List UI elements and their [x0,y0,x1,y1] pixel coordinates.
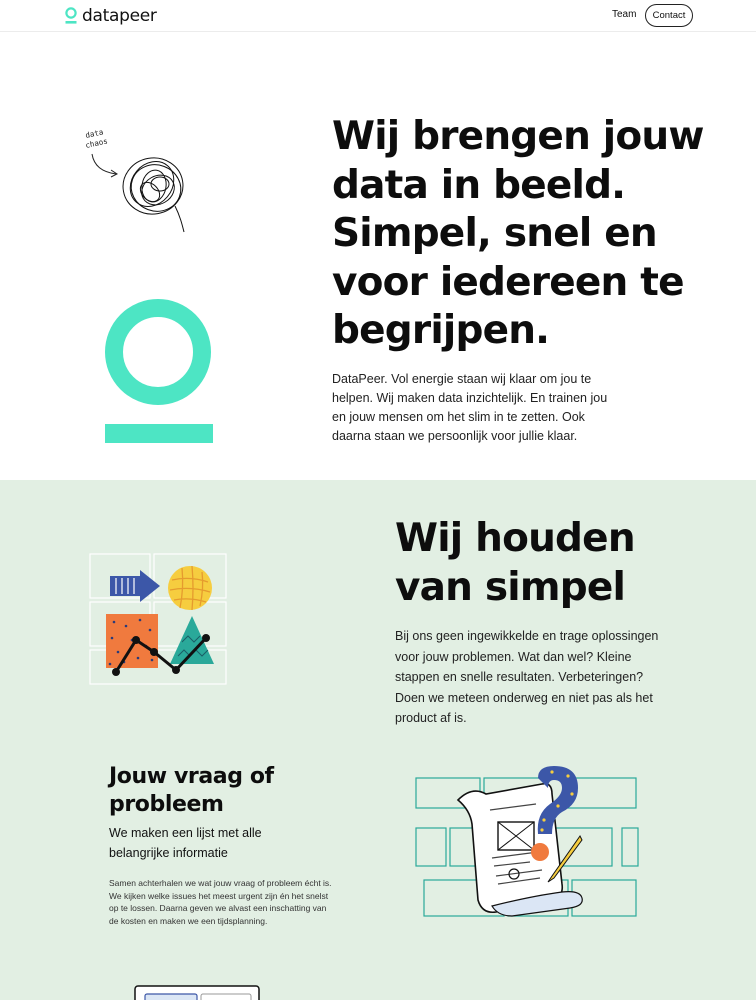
contact-button[interactable]: Contact [645,4,693,27]
simple-shapes-chart-illustration [88,552,230,688]
hero-intro-text: DataPeer. Vol energie staan wij klaar om jou te helpen. Wij maken data inzichtelijk. En trainen jou en jouw mensen om het slim in te zetten. Ook daarna staan we persoonlijk voor jullie klaar. [332,372,608,443]
doodle-label-data: data [84,127,105,140]
site-header [0,0,756,32]
question-step-title: Jouw vraag of probleem [109,764,274,817]
doodle-label-chaos: chaos [84,136,109,150]
question-document-illustration [412,764,642,924]
simple-section-title: Wij houden van simpel [395,516,635,610]
next-step-illustration-partial [133,982,263,1000]
datapeer-logo-icon [64,7,78,25]
simple-section-text: Bij ons geen ingewikkelde en trage oplossingen voor jouw problemen. Wat dan wel? Kleine stappen en snelle resultaten. Verbeteringen? Doen we meteen onderweg en niet pas als het product af is. [395,629,659,725]
logo-text: datapeer [82,6,157,26]
data-chaos-scribble-illustration [80,126,210,236]
datapeer-large-logo-mark [104,298,214,446]
question-step-subtitle: We maken een lijst met alle belangrijke informatie [109,826,262,860]
hero-title: Wij brengen jouw data in beeld. Simpel, snel en voor iedereen te begrijpen. [332,114,704,353]
logo-link[interactable] [64,6,157,26]
question-step-text: Samen achterhalen we wat jouw vraag of probleem écht is. We kijken welke issues het meest urgent zijn én het snelst op te lossen. Daarna geven we alvast een inschatting van de kosten en maken we een tijdsplanning. [109,878,332,926]
nav-link-team[interactable]: Team [612,9,637,20]
